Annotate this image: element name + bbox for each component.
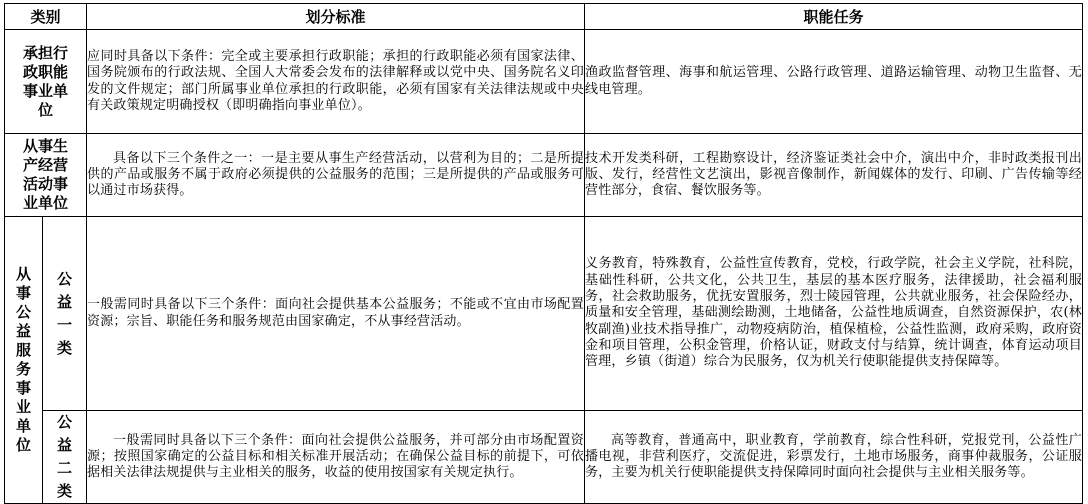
- header-criteria: 划分标准: [87, 4, 585, 30]
- category-label: 从 事 公 益 服 务 事 业 单 位: [15, 265, 31, 454]
- criteria-cell: 具备以下三个条件之一：一是主要从事生产经营活动，以营利为目的；二是所提供的产品或服务不属于政府必须提供的公益服务的范围；三是所提供的产品或服务可以通过市场获得。: [87, 134, 585, 217]
- subcategory-cell: [43, 217, 87, 411]
- functions-cell: 义务教育，特殊教育，公益性宣传教育，党校，行政学院，社会主义学院，社科院，基础性科研，公共文化，公共卫生，基层的基本医疗服务，法律援助，社会福利服务，社会救助服务，优抚安置服务，烈士陵园管理，公共就业服务，社会保险经办，质量和安全管理，基础测绘勘测，土地储备，公益性地质调查，自然资源保护，农(林牧副渔)业技术指导推广，动物疫病防治，植保植检，公益性监测，政府采购，政府资金和项目管理，公积金管理，价格认证，财政支付与结算，统计调查，体育运动项目管理，乡镇（街道）综合为民服务，仅为机关行使职能提供支持保障等。: [585, 217, 1083, 411]
- functions-cell: 高等教育，普通高中，职业教育，学前教育，综合性科研，党报党刊，公益性广播电视，非营利医疗，交流促进，彩票发行，土地市场服务，商事仲裁服务，公证服务，主要为机关行使职能提供支持保障同时面向社会提供与主业相关服务等。: [585, 411, 1083, 504]
- header-functions: 职能任务: [585, 4, 1083, 30]
- criteria-cell: 应同时具备以下条件：完全或主要承担行政职能；承担的行政职能必须有国家法律、国务院颁布的行政法规、全国人大常委会发布的法律解释或以党中央、国务院名义印发的文件规定；部门所属事业单位承担的行政职能，必须有国家有关法律法规或中央有关政策规定明确授权（即明确指向事业单位）。: [87, 30, 585, 134]
- header-category: 类别: [5, 4, 87, 30]
- category-label: 从事生 产经营 活动事 业单位: [23, 137, 69, 212]
- category-label: 承担行 政职能 事业单 位: [23, 43, 69, 119]
- criteria-cell: 一般需同时具备以下三个条件：面向社会提供公益服务，并可部分由市场配置资源；按照国家确定的公益目标和相关标准开展活动；在确保公益目标的前提下，可依据相关法律法规提供与主业相关的服务，收益的使用按国家有关规定执行。: [87, 411, 585, 504]
- category-cell: [5, 30, 87, 134]
- table-row: [5, 30, 1083, 134]
- subcategory-label: 公 益 二 类: [57, 413, 73, 500]
- category-cell: [5, 217, 43, 504]
- classification-table: [4, 3, 1083, 504]
- functions-cell: 渔政监督管理、海事和航运管理、公路行政管理、道路运输管理、动物卫生监督、无线电管理。: [585, 30, 1083, 134]
- table-row: [5, 217, 1083, 411]
- table-row: [5, 134, 1083, 217]
- table-row: [5, 411, 1083, 504]
- criteria-cell: 一般需同时具备以下三个条件：面向社会提供基本公益服务；不能或不宜由市场配置资源；宗旨、职能任务和服务规范由国家确定，不从事经营活动。: [87, 217, 585, 411]
- subcategory-label: 公 益 一 类: [57, 269, 73, 357]
- category-cell: [5, 134, 87, 217]
- subcategory-cell: [43, 411, 87, 504]
- functions-cell: 技术开发类科研，工程勘察设计，经济鉴证类社会中介，演出中介，非时政类报刊出版、发行，经营性文艺演出，影视音像制作，新闻媒体的发行、印刷、广告传输等经营性部分，食宿、餐饮服务等。: [585, 134, 1083, 217]
